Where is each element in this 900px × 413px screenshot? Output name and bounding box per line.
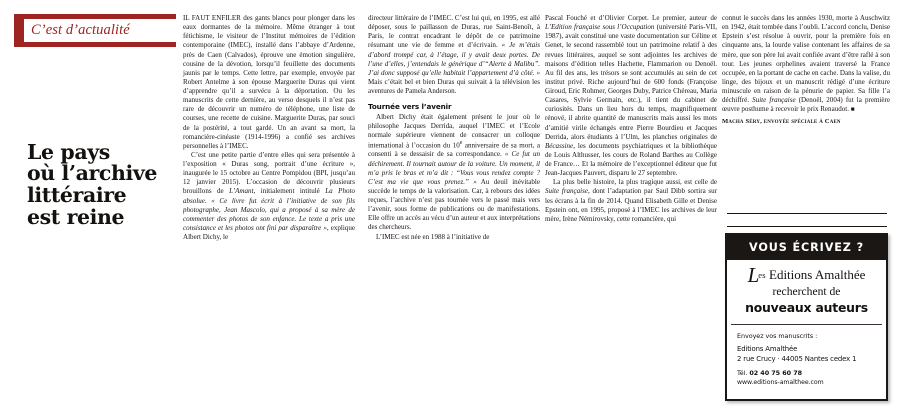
ad-headline: VOUS ÉCRIVEZ ? [727,235,886,260]
ad-brand-rest: Editions Amalthée [765,266,866,282]
paragraph [368,113,540,233]
paragraph-text: , dont l’adaptation par Saul Dibb sortira sur les écrans à la fin de 2014. Quand Elisabeth Gille et Denise Epstein ont, en 1995, proposé à l’IMEC les archives de leur mère, Irène Némirovsky, cette romancière, qui [545,187,717,223]
ad-tagline-1: recherchent de [772,284,841,298]
paragraph-text: C’est une petite partie d’entre elles qui sera présentée à l’exposition « Duras song, portrait d’une écriture », inaugurée le 15 octobre au Centre Pompidou (BPI, jusqu’au 12 janvier 2015). L’occasion de découvrir plusieurs brouillons de [183,150,355,196]
paragraph-text: des gants blancs pour plonger dans les eaux dormantes de la mémoire. Même étranger à tout fétichisme, le visiteur de l’Institut mémoires de l’édition contemporaine (IMEC), installé dans l’abbaye d’Ardenne, près de Caen (Calvados), éprouve une émotion singulière, cousine de la dévotion, lorsqu’il feuillette des documents jaunis par le temps. Cette lettre, par exemple, envoyée par Robert Antelme à son épouse Marguerite Duras qui vient d’apprendre qu’il a survécu à la déportation. Ou les manuscrits de cette dernière, au verso desquels il n’est pas rare de découvrir un numéro de téléphone, une liste de courses, une recette de cuisine. Marguerite Duras, par souci de la postérité, a tout gardé. Un an avant sa mort, la romancière-cinéaste (1914-1996) a confié ses archives personnelles à l’IMEC. [183,14,355,150]
paragraph [183,14,355,151]
article-column-1 [183,14,355,242]
ad-body [727,260,886,315]
ad-divider [731,324,882,325]
paragraph-text: La plus belle histoire, la plus tragique aussi, est celle de [553,178,717,187]
paragraph [545,178,717,224]
article-column-4 [722,14,890,126]
page-title: Le pays où l’archive littéraire est reine [27,139,158,229]
book-title: L’Amant [229,187,254,196]
paragraph-text: anniversaire de sa mort, a consenti à se dessaisir de sa correspondance. [368,141,540,159]
paragraph-text: Albert Dichy était également présent le jour où le philosophe Jacques Derrida, auquel l’IMEC et l’Ecole normale supérieure viennent de consacrer un colloque international à l’occasion du 10 [368,112,540,150]
paragraph [545,14,717,178]
section-kicker [14,14,176,50]
paragraph-text: (Denoël, 2004) fut la première œuvre posthume à recevoir le prix Renaudot. [722,96,890,114]
article-column-3 [545,14,717,224]
quotation: « Je m’étais d’abord trompé car, à l’étage, il y avait deux portes. De l’une d’elles, j’entendais le générique d’“Alerte à Malibu”. J’ai donc supposé qu’elle habitait l’appartement d’à côté. » [368,41,540,77]
book-title: L’Edition française sous l’Occupation [545,23,655,32]
paragraph [368,14,540,96]
paragraph-text: Mais c’était bel et bien Duras qui suivait à la télévision les aventures de Pamela Anderson. [368,77,540,95]
paragraph-text: connut le succès dans les années 1930, morte à Auschwitz en 1942, était tombée dans l’oubli. L’accord conclu, Denise Epstein s’est résolue à ouvrir, pour la première fois en cinquante ans, la lourde valise contenant les affaires de sa mère, que son père lui avait confiée avant d’être raflé à son tour. Les jeunes orphelines avaient traversé la France occupée, en la portant de cache en cache. Dans la valise, du linge, des bijoux et un manuscrit rédigé d’une écriture minuscule en raison de la pénurie de papier. Sa fille l’a déchiffré. [722,14,890,105]
book-title: La Photo absolue [183,187,355,205]
ad-contact-block [727,332,886,387]
book-title: Suite française [545,187,589,196]
ad-contact-phone [737,369,876,377]
lead-intro: IL FAUT ENFILER [183,14,241,22]
kicker-label: C’est d’actualité [31,22,130,38]
paragraph-text: directeur littéraire de l’IMEC. C’est lui qui, en 1995, est allé déposer, sous le paillasson de Duras, rue Saint-Benoît, à Paris, le contrat encadrant le dépôt de ce patrimoine résumant une vie de femme et d’écrivain. [368,14,540,50]
book-title: Bécassine [545,141,574,150]
article-column-2 [368,14,540,242]
ad-brand-name [736,262,877,287]
paragraph-text: (université Paris-VII, 1987), avait constitué une vaste documentation sur Céline et Genet, le second rassemblé tout un patrimoine relatif à des revues littéraires, auquel se sont adjointes les archives de maisons d’édition telles Hachette, Flammarion ou Denoël. Au fil des ans, les trésors se sont accumulés au sein de cet institut privé. Riche aujourd’hui de 600 fonds (Françoise Giroud, Eric Rohmer, Georges Duby, Patrice Chéreau, Maria Casares, Sylvie Germain, etc.), il tient du cabinet de curiosités. Dans un lieu hors du temps, magnifiquement rénové, il abrite quantité de manuscrits mais aussi les mots d’amitié virile échangés entre Pierre Bourdieu et Jacques Derrida, alors étudiants à l’Ulm, les planches originales de [545,23,717,141]
paragraph-text: . [204,196,212,205]
ad-phone-label: Tél. [737,369,748,378]
ad-contact-address [737,345,876,365]
article-byline: Macha Séry, envoyée spéciale à Caen [722,117,841,125]
section-subheading: Tournée vers l’avenir [368,102,452,112]
paragraph [368,233,540,242]
paragraph [183,151,355,242]
paragraph-text: Au deuil inévitable succède le temps de la valorisation. Car, à rebours des idées reçues, l’archive n’est pas tournée vers le passé mais vers l’avenir, sous forme de publications ou de manifestations. Elle offre un accès au vécu d’un auteur et aux interprétations des chercheurs. [368,177,541,232]
kicker-inner-panel [24,19,182,42]
ad-brand-dropcap: L [747,262,759,287]
ad-phone-number: 02 40 75 60 78 [749,369,803,378]
end-of-article-mark: ■ [850,106,855,114]
ad-contact-website[interactable]: www.editions-amalthee.com [737,379,824,387]
ad-tagline-2: nouveaux auteurs [745,299,868,315]
quotation: « Ce fut un déchirement. Il tournait autour de la voiture. Un moment, il m’a pris le bras et m’a dit : “Vous vous rendez compte ? C’est ma vie que vous prenez.” » [368,150,540,186]
divider-rule-top [727,213,887,214]
book-title: Suite française [752,96,796,105]
advertisement-box[interactable] [725,233,888,401]
ad-contact-street: 2 rue Crucy · 44005 Nantes cedex 1 [737,354,857,363]
paragraph-text: , explique Albert Dichy, le [183,223,355,241]
divider-rule-bottom [727,226,887,227]
ad-brand-article: es [758,269,766,280]
paragraph-text: , initialement intitulé [253,187,326,196]
paragraph [722,14,890,115]
ordinal-suffix: e [459,140,463,146]
paragraph-text: Pascal Fouché et d’Olivier Corpet. Le premier, auteur de [545,14,717,22]
ad-contact-name: Editions Amalthée [737,344,798,353]
paragraph-text: , les documents psychiatriques et la bibliothèque de Louis Althusser, les cours de Roland Barthes au Collège de France… Et la mémoire de l’exceptionnel éditeur que fut Jean-Jacques Pauvert, disparu le 27 septembre. [545,141,717,178]
quotation: « Ce livre fut écrit à l’initiative de son fils photographe, Jean Mascolo, qui a proposé à sa mère de commenter des photos de son enfance. Le texte a pris une consistance et les photos ont fini par disparaître » [183,196,355,232]
paragraph-text: L’IMEC est née en 1988 à l’initiative de [376,232,490,241]
ad-contact-label: Envoyez vos manuscrits : [737,331,818,340]
